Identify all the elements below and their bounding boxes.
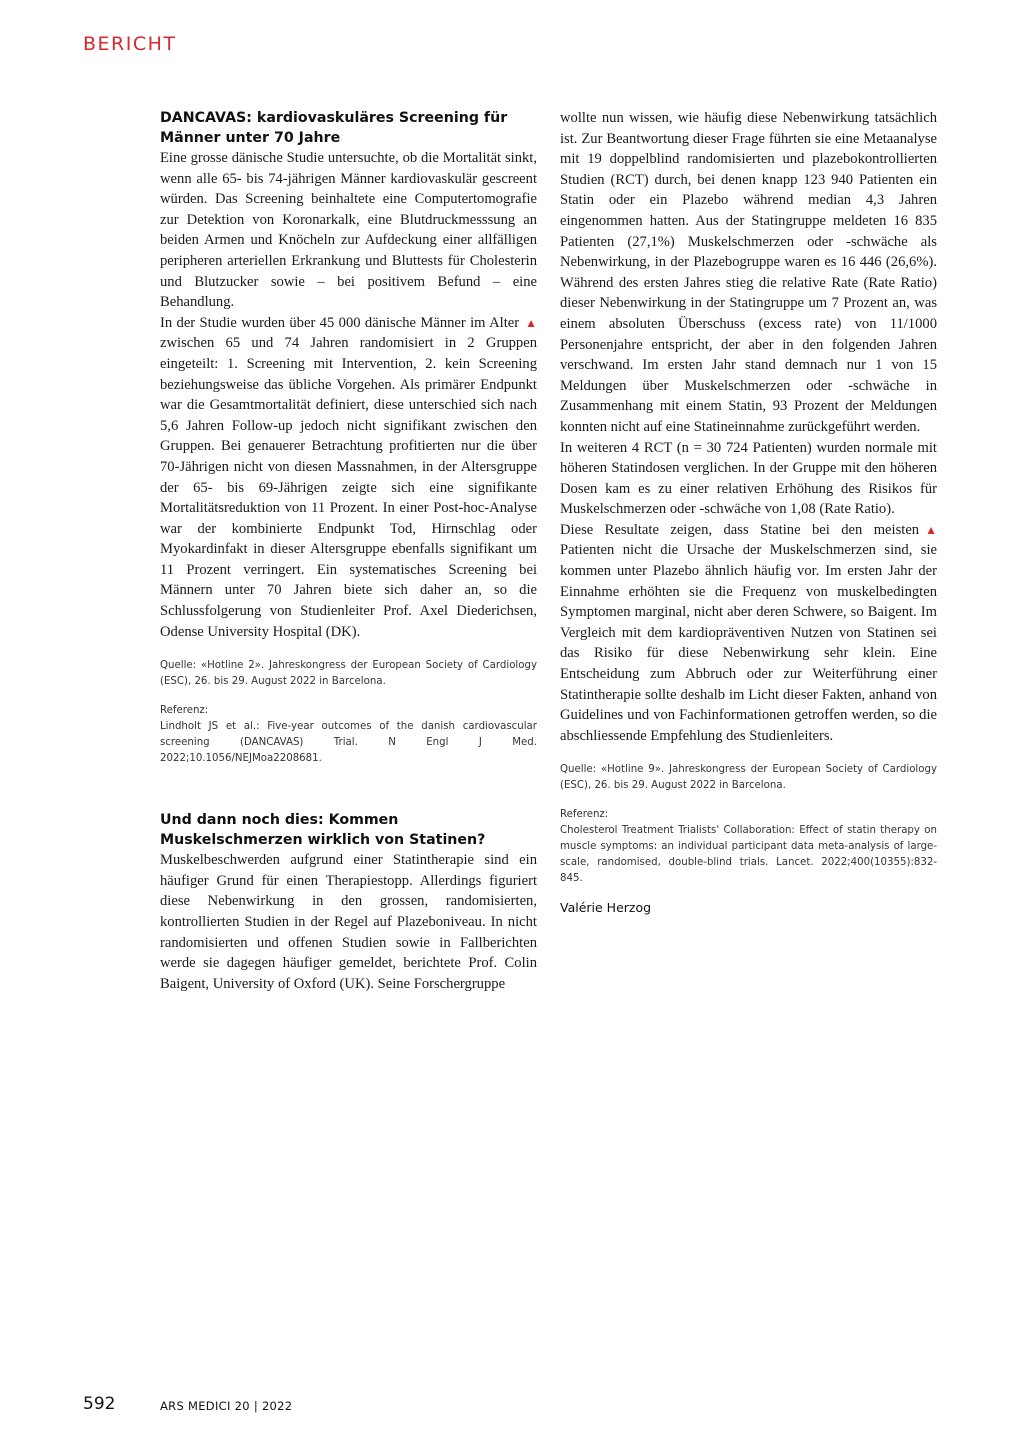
article2-paragraph-1b: wollte nun wissen, wie häufig diese Nebenwirkung tatsächlich ist. Zur Beantwortung dieser Frage führten sie eine Metaanalyse mit 19 doppelblind randomisierten und plazebokontrollierten Studien (RCT) durch, bei denen knapp 123 940 Patienten ein Statin oder ein Plazebo während median 4,3 Jahren eingenommen hatten. Aus der Statingruppe meldeten 16 835 Patienten (27,1%) Muskelschmerzen oder -schwäche als Nebenwirkung, in der Plazebogruppe waren es 16 446 (26,6%). Während des ersten Jahres stieg die relative Rate (Rate Ratio) dieser Nebenwirkung in der Statingruppe um 7 Prozent an, was einem absoluten Überschuss (excess rate) von 11/1000 Personenjahre entspricht, der aber in den folgenden Jahren verschwand. Im ersten Jahr stand demnach nur 1 von 15 Meldungen über Muskelschmerzen oder -schwäche in Zusammenhang mit einem Statin, 93 Prozent der Meldungen konnten nicht auf eine Statineinnahme zurückgeführt werden. [560,110,937,435]
article2-reference: Cholesterol Treatment Trialists' Collaboration: Effect of statin therapy on muscle symptoms: an individual participant data meta-analysis of large-scale, randomised, double-blind trials. Lancet. 2022;400(10355):832-845. [560,825,937,885]
article1-paragraph-2 [160,313,537,643]
section-label: BERICHT [83,33,177,55]
article2-title: Und dann noch dies: Kommen Muskelschmerzen wirklich von Statinen? [160,812,486,849]
article1-reference: Lindholt JS et al.: Five-year outcomes of the danish cardiovascular screening (DANCAVAS) Trial. N Engl J Med. 2022;10.1056/NEJMoa2208681. [160,721,537,765]
article2-paragraph-1a: Muskelbeschwerden aufgrund einer Statintherapie sind ein häufiger Grund für einen Therapiestopp. Allerdings figuriert diese Nebenwirkung in den grossen, randomisierten, kontrollierten Studien in der Regel auf Plazeboniveau. In nicht randomisierten und offenen Studien sowie in Fallberichten werde sie dagegen häufiger gemeldet, berichtete Prof. Colin Baigent, University of Oxford (UK). Seine Forschergruppe [160,852,537,992]
article1-reference-label: Referenz: [160,705,209,717]
article1-paragraph-2-text: In der Studie wurden über 45 000 dänische Männer im Alter zwischen 65 und 74 Jahren randomisiert in 2 Gruppen eingeteilt: 1. Screening mit Intervention, 2. kein Screening beziehungsweise das übliche Vorgehen. Als primärer Endpunkt war die Gesamtmortalität definiert, diese unterschied sich nach 5,6 Jahren Follow-up jedoch nicht signifikant zwischen den Gruppen. Bei genauerer Betrachtung profitierten nur die über 70-Jährigen nicht von diesen Massnahmen, in der Altersgruppe der 65- bis 69-Jährigen zeigte sich eine signifikante Mortalitätsreduktion von 11 Prozent. In einer Post-hoc-Analyse war der kombinierte Endpunkt Tod, Hirnschlag oder Myokardinfakt in dieser Altersgruppe ebenfalls signifikant um 11 Prozent verringert. Ein systematisches Screening bei Männern unter 70 Jahren biete sich daher an, so die Schlussfolgerung von Studienleiter Prof. Axel Diederichsen, Odense University Hospital (DK). [160,314,537,640]
end-mark-icon: ▲ [525,315,537,330]
right-column [560,108,937,915]
article2-paragraph-2: In weiteren 4 RCT (n = 30 724 Patienten) wurden normale mit höheren Statindosen verglichen. In der Gruppe mit den höheren Dosen kam es zu einer relativen Erhöhung des Risikos für Muskelschmerzen oder -schwäche von 1,08 (Rate Ratio). [560,439,937,518]
article2-paragraph-3 [560,520,937,747]
article2-source: Quelle: «Hotline 9». Jahreskongress der European Society of Cardiology (ESC), 26. bis 29. August 2022 in Barcelona. [560,764,937,792]
article1-source: Quelle: «Hotline 2». Jahreskongress der European Society of Cardiology (ESC), 26. bis 29. August 2022 in Barcelona. [160,660,537,688]
journal-issue: ARS MEDICI 20 | 2022 [160,1399,293,1413]
article1-title: DANCAVAS: kardiovaskuläres Screening für Männer unter 70 Jahre [160,110,508,146]
author-name: Valérie Herzog [560,900,652,916]
article1-paragraph-1: Eine grosse dänische Studie untersuchte, ob die Mortalität sinkt, wenn alle 65- bis 74-jährigen Männer kardiovaskulär gescreent würden. Das Screening beinhaltete eine Computertomografie zur Detektion von Koronarkalk, eine Blutdruckmesssung an beiden Armen und Knöcheln zur Aufdeckung einer allfälligen peripheren arteriellen Erkrankung und Bluttests für Cholesterin und Blutzucker sowie – bei positivem Befund – eine Behandlung. [160,150,537,311]
article2-paragraph-3-text: Diese Resultate zeigen, dass Statine bei den meisten Patienten nicht die Ursache der Muskelschmerzen sind, sie kommen unter Plazebo ähnlich häufig vor. Im ersten Jahr der Einnahme erhöhten sie die Frequenz von muskelbedingten Symptomen marginal, nicht aber deren Schwere, so Baigent. Im Vergleich mit dem kardiopräventiven Nutzen von Statinen sei das Risiko für diese Nebenwirkung sehr klein. Eine Entscheidung zum Abbruch oder zur Weiterführung einer Statintherapie sollte deshalb im Licht dieser Fakten, anhand von Guidelines und von Fachinformationen getroffen werden, so die abschliessende Empfehlung des Studienleiters. [560,521,937,744]
page-number: 592 [83,1394,116,1414]
left-column [160,108,537,994]
article2-reference-label: Referenz: [560,809,609,821]
end-mark-icon: ▲ [925,522,937,537]
